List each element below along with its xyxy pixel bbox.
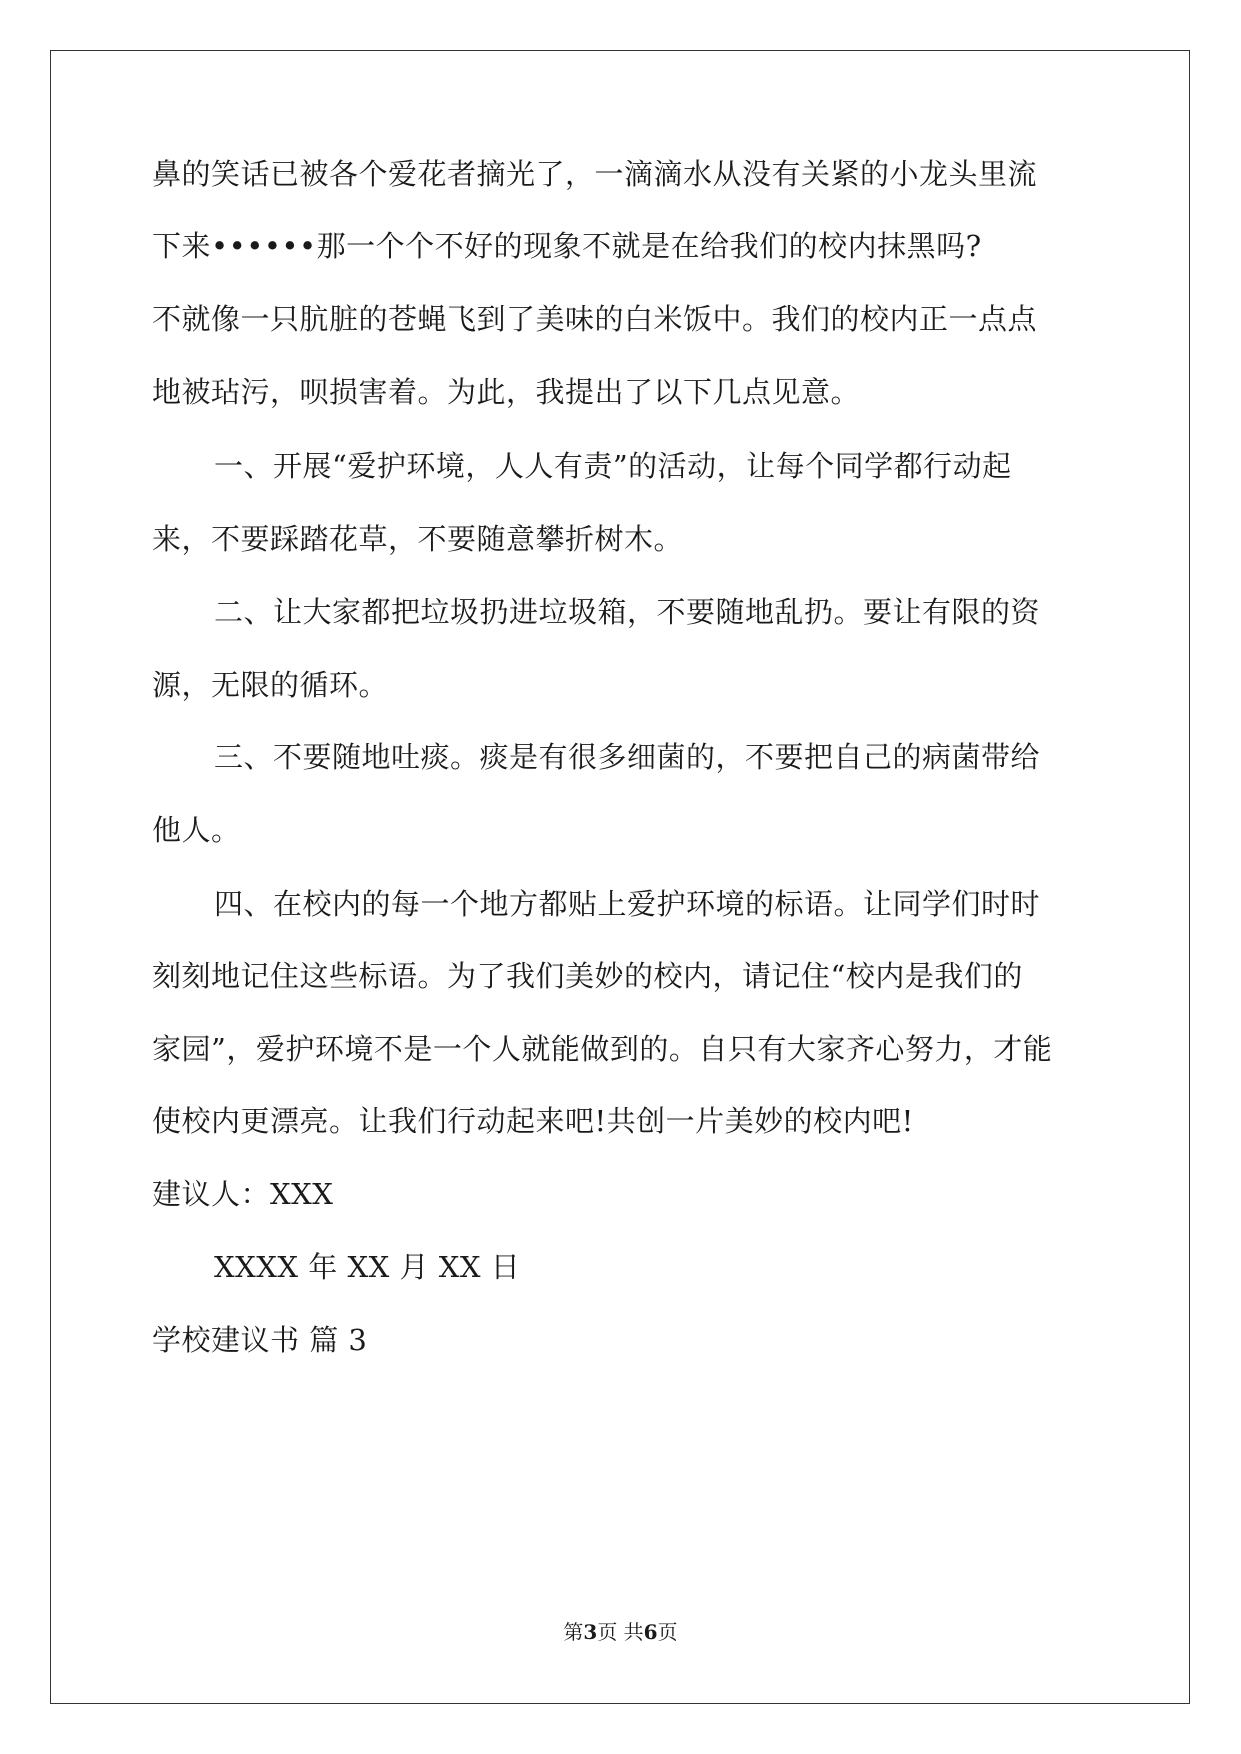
signature-line: 建议人：XXX — [152, 1177, 334, 1211]
date-line: XXXX 年 XX 月 XX 日 — [214, 1250, 521, 1284]
footer-page-mid: 页 共 — [597, 1620, 644, 1644]
text-line: 下来••••••那一个个不好的现象不就是在给我们的校内抹黑吗? — [152, 229, 982, 263]
footer-page-total: 6 — [643, 1620, 658, 1644]
suggestion-1-line: 来，不要踩踏花草，不要随意攀折树木。 — [152, 522, 684, 556]
footer-page-current: 3 — [583, 1620, 598, 1644]
next-section-title: 学校建议书 篇 3 — [152, 1323, 368, 1357]
suggestion-2-line: 二、让大家都把垃圾扔进垃圾箱，不要随地乱扔。要让有限的资 — [214, 595, 1041, 629]
suggestion-4-line: 使校内更漂亮。让我们行动起来吧!共创一片美妙的校内吧! — [152, 1104, 914, 1138]
suggestion-4-line: 家园”，爱护环境不是一个人就能做到的。自只有大家齐心努力，才能 — [152, 1032, 1053, 1066]
footer-page-prefix: 第 — [563, 1620, 584, 1644]
suggestion-3-line: 他人。 — [152, 813, 241, 847]
suggestion-1-line: 一、开展“爱护环境，人人有责”的活动，让每个同学都行动起 — [214, 449, 1012, 483]
suggestion-4-line: 刻刻地记住这些标语。为了我们美妙的校内，请记住“校内是我们的 — [152, 959, 1023, 993]
page-border — [50, 50, 1190, 1704]
page-footer — [0, 1620, 1241, 1644]
suggestion-2-line: 源，无限的循环。 — [152, 668, 389, 702]
text-line: 地被玷污，呗损害着。为此，我提出了以下几点见意。 — [152, 375, 861, 409]
suggestion-3-line: 三、不要随地吐痰。痰是有很多细菌的，不要把自己的病菌带给 — [214, 740, 1041, 774]
suggestion-4-line: 四、在校内的每一个地方都贴上爱护环境的标语。让同学们时时 — [214, 887, 1041, 921]
text-line: 鼻的笑话已被各个爱花者摘光了，一滴滴水从没有关紧的小龙头里流 — [152, 157, 1038, 191]
footer-page-suffix: 页 — [657, 1620, 678, 1644]
text-line: 不就像一只肮脏的苍蝇飞到了美味的白米饭中。我们的校内正一点点 — [152, 302, 1038, 336]
